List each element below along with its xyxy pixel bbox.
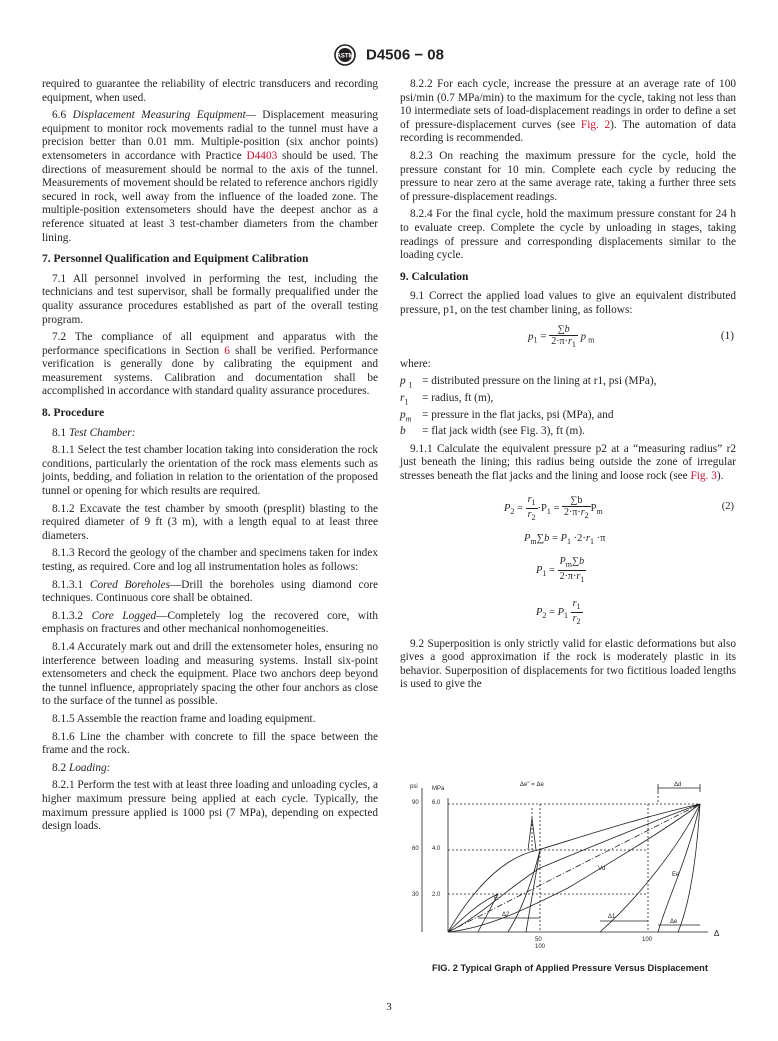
label-ee: Ee: [672, 872, 680, 878]
paragraph-8-1-1: 8.1.1 Select the test chamber location taking into consideration the rock conditions, particularly the orientation of the rock mass elements such as joints, bedding, and foliation in relation to the orientation of the proposed tunnel or opening for which results are required.: [42, 444, 378, 498]
paragraph-8-1-2: 8.1.2 Excavate the test chamber by smooth (presplit) blasting to the required diameter of 9 ft (3 m), with a length equal to at least three diameters.: [42, 502, 378, 542]
paragraph-7-1: 7.1 All personnel involved in performing the test, including the technicians and test supervisor, shall be formally prequalified under the quality assurance procedures established as part of the overall testing program.: [42, 272, 378, 326]
equation-block-2: $P_2$ = $\frac{r_1}{r_2}$ $\cdot P_1$ = $\frac{\sum b}{2\cdot\pi\cdot r_2}$ $P_m$ (2) $P_m\sum b = P_1 \cdot 2\cdot r_1 \cdot\pi$ $P_1$ = $\frac{P_m\sum b}{2\cdot\pi\cdot r_1}$ $P_2 = P_1$ $\frac{r_1}{r_2}$: [504, 493, 734, 626]
link-fig-2[interactable]: Fig. 2: [580, 118, 611, 131]
label-delta-2: Δ2: [502, 912, 510, 918]
paragraph-8-1: 8.1 Test Chamber:: [52, 426, 136, 439]
y-tick-inner-2: 2.0: [432, 892, 441, 898]
svg-text:ASTM: ASTM: [336, 53, 354, 60]
paragraph-8-2-1: 8.2.1 Perform the test with at least three loading and unloading cycles, a higher maximum pressure being applied at each cycle. Typically, the maximum pressure applied is 1000 psi (7 MPa), depending on expected design loads.: [42, 779, 378, 833]
paragraph-9-1: 9.1 Correct the applied load values to give an equivalent distributed pressure, p1, on the test chamber lining, as follows:: [400, 290, 736, 316]
y-tick-outer-2: 30: [412, 892, 419, 898]
document-designation: D4506 − 08: [366, 46, 444, 64]
label-delta-1: Δ1: [608, 914, 616, 920]
where-table: p $_1$ = distributed pressure on the lining at r1, psi (MPa), $r_1$ = radius, ft (m), $p_m$ = pressure in the flat jacks, psi (MPa), and b = flat jack width (see Fig. 3), ft (m).: [400, 375, 657, 438]
link-d4403[interactable]: D4403: [246, 149, 278, 162]
y-tick-outer-1: 60: [412, 846, 419, 852]
figure-2-caption: FIG. 2 Typical Graph of Applied Pressure Versus Displacement: [432, 963, 708, 973]
y-tick-inner-0: 6.0: [432, 800, 441, 806]
y-label: MPa: [432, 786, 445, 792]
x-tick-sub: 100: [535, 944, 546, 950]
paragraph-8-1-5: 8.1.5 Assemble the reaction frame and loading equipment.: [52, 712, 316, 725]
right-column: [400, 78, 736, 696]
x-label: Δ: [714, 929, 720, 938]
heading-section-7: 7. Personnel Qualification and Equipment Calibration: [42, 253, 309, 266]
equation-1: $p_1$ = $\frac{\sum b}{2\cdot\pi\cdot r_1}$ p $_m$ (1): [528, 323, 734, 349]
paragraph-8-1-3-2: 8.1.3.2 Core Logged—Completely log the recovered core, with emphasis on fractures and other mechanical nonhomogeneities.: [42, 609, 379, 636]
y-label-outer: psi: [410, 784, 418, 790]
heading-section-9: 9. Calculation: [400, 270, 469, 283]
paragraph-continued: required to guarantee the reliability of electric transducers and recording equipment, when used.: [42, 78, 378, 104]
x-tick-1: 100: [642, 937, 653, 943]
heading-section-8: 8. Procedure: [42, 407, 105, 420]
label-delta-d: Δd: [674, 782, 682, 788]
equation-1-number: (1): [720, 329, 734, 342]
equation-2-number: (2): [721, 500, 734, 512]
paragraph-9-2: 9.2 Superposition is only strictly valid for elastic deformations but also gives a good approximation if the rock is moderately plastic in its behavior. Superposition of displacements for two fictitious loaded lengths is used to give the: [400, 637, 736, 691]
y-tick-outer-0: 90: [412, 800, 419, 806]
figure-2-graph: [408, 778, 738, 950]
paragraph-8-1-4: 8.1.4 Accurately mark out and drill the extensometer holes, ensuring no interference between loading and measuring systems. Install six-point extensometers and check the equipment. Place two anchors deep beyond the tunnel influence, appropriately spacing the other four anchors as close to the surface of the tunnel as possible.: [42, 640, 378, 708]
page-number: 3: [386, 1001, 392, 1013]
where-label: where:: [400, 357, 431, 370]
label-delta-e: Δe: [670, 919, 678, 925]
y-tick-inner-1: 4.0: [432, 846, 441, 852]
paragraph-8-2-4: 8.2.4 For the final cycle, hold the maximum pressure constant for 24 h to evaluate creep. Complete the cycle by unloading in stages, taking readings of pressure and corresponding displacements similar to the loading cycle.: [400, 208, 736, 262]
paragraph-9-1-1: 9.1.1 Calculate the equivalent pressure p2 at a “measuring radius” r2 just beneath the lining; this radius being outside the zone of irregular stresses beneath the flat jacks and the lining and loose rock (see Fig. 3).: [400, 442, 736, 483]
paragraph-8-1-3: 8.1.3 Record the geology of the chamber and specimens taken for index testing, as required. Core and log all instrumentation holes as follows:: [42, 547, 378, 573]
link-fig-3[interactable]: Fig. 3: [690, 470, 717, 483]
paragraph-8-2: 8.2 Loading:: [52, 761, 111, 774]
label-vd: Vd: [598, 866, 606, 872]
label-delta-e-pp: Δe'' = Δe: [520, 782, 544, 788]
page-header: [0, 44, 778, 66]
left-column: [42, 78, 378, 838]
astm-logo-icon: [334, 44, 356, 66]
paragraph-8-2-2: 8.2.2 For each cycle, increase the pressure at an average rate of 100 psi/min (0.7 MPa/min) to the maximum for the cycle, taking not less than 10 intermediate sets of load-displacement readings in order to define a set of pressure-displacement curves (see Fig. 2). The automation of data recording is recommended.: [400, 78, 736, 145]
x-tick-0: 50: [535, 937, 542, 943]
paragraph-8-1-6: 8.1.6 Line the chamber with concrete to fill the space between the frame and the rock.: [42, 730, 378, 757]
paragraph-8-1-3-1: 8.1.3.1 Cored Boreholes—Drill the boreholes using diamond core techniques. Continuous core shall be obtained.: [42, 578, 379, 605]
paragraph-8-2-3: 8.2.3 On reaching the maximum pressure for the cycle, hold the pressure constant for 10 min. Complete each cycle by reducing the pressure to near zero at the same average rate, taking a further three sets of pressure-displacement readings.: [400, 149, 736, 203]
paragraph-6-6: 6.6 Displacement Measuring Equipment— Displacement measuring equipment to monitor rock movements radial to the tunnel must have a precision better than 0.01 mm. Multiple-position (six anchor points) extensometers in accordance with Practice D4403 should be used. The directions of measurement should be normal to the axis of the tunnel. Measurements of movement should be related to reference anchors rigidly secured in rock, well away from the influence of the loaded zone. The multiple-position extensometers should have the deepest anchor as a reference situated at least 3 test-chamber diameters from the chamber lining.: [42, 109, 378, 244]
paragraph-7-2: 7.2 The compliance of all equipment and apparatus with the performance specifications in Section 6 shall be verified. Performance verification is generally done by calibrating the equipment and measurement systems. Calibration and documentation shall be accomplished in accordance with standard quality assurance procedures.: [42, 331, 378, 398]
label-e: E: [494, 896, 499, 902]
link-section-6[interactable]: 6: [224, 344, 230, 357]
